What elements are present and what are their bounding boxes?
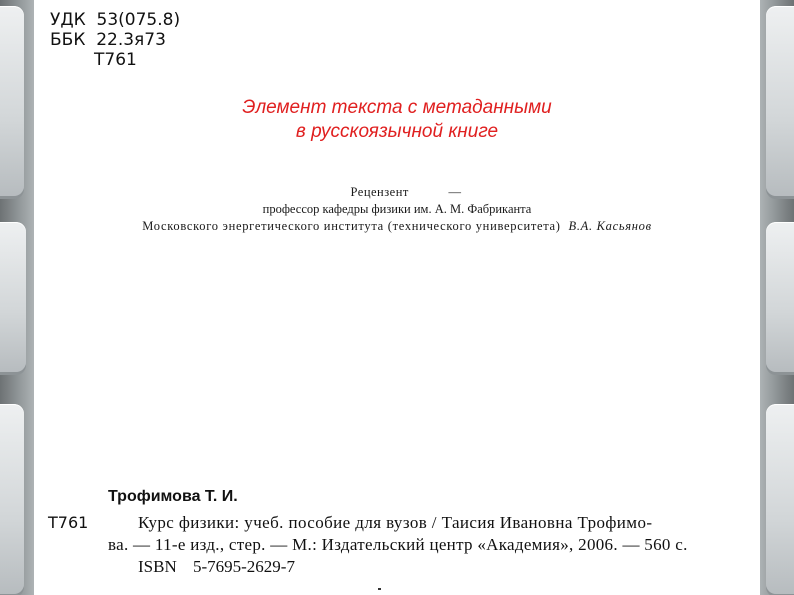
background-key — [766, 404, 794, 594]
caption-line-1: Элемент текста с метаданными — [242, 97, 552, 118]
background-key — [0, 222, 26, 372]
isbn-label: ISBN — [138, 557, 177, 576]
background-key — [766, 6, 794, 196]
book-author: Трофимова Т. И. — [108, 488, 238, 505]
background-key — [0, 6, 24, 196]
reviewer-institution: Московского энергетического института (технического университета) — [142, 219, 561, 233]
reviewer-name: В.А. Касьянов — [568, 219, 652, 233]
reviewer-dash: — — [448, 185, 462, 199]
caption-line-2: в русскоязычной книге — [295, 121, 499, 142]
isbn-value: 5-7695-2629-7 — [192, 557, 295, 576]
background-key — [766, 222, 794, 372]
bibliographic-code: Т761 — [48, 513, 89, 532]
udk-code: УДК 53(075.8) — [50, 10, 181, 30]
bbk-code: ББК 22.3я73 — [50, 30, 166, 50]
book-page — [34, 0, 760, 595]
classification-codes — [50, 10, 180, 70]
book-description-line-1: Курс физики: учеб. пособие для вузов / Таисия Ивановна Трофимо- — [138, 513, 653, 532]
book-description-line-2: ва. — 11-е изд., стер. — М.: Издательский центр «Академия», 2006. — 560 с. — [108, 535, 688, 554]
isbn-line — [138, 556, 295, 578]
reviewer-institution-line — [34, 218, 760, 235]
author-mark: Т761 — [94, 50, 137, 70]
reviewer-block — [34, 184, 760, 235]
reviewer-position: профессор кафедры физики им. А. М. Фабриканта — [262, 202, 532, 216]
metadata-caption — [34, 96, 760, 144]
background-key — [0, 404, 24, 594]
reviewer-heading — [34, 184, 760, 201]
page-mark — [378, 588, 381, 590]
reviewer-label: Рецензент — [350, 185, 409, 199]
